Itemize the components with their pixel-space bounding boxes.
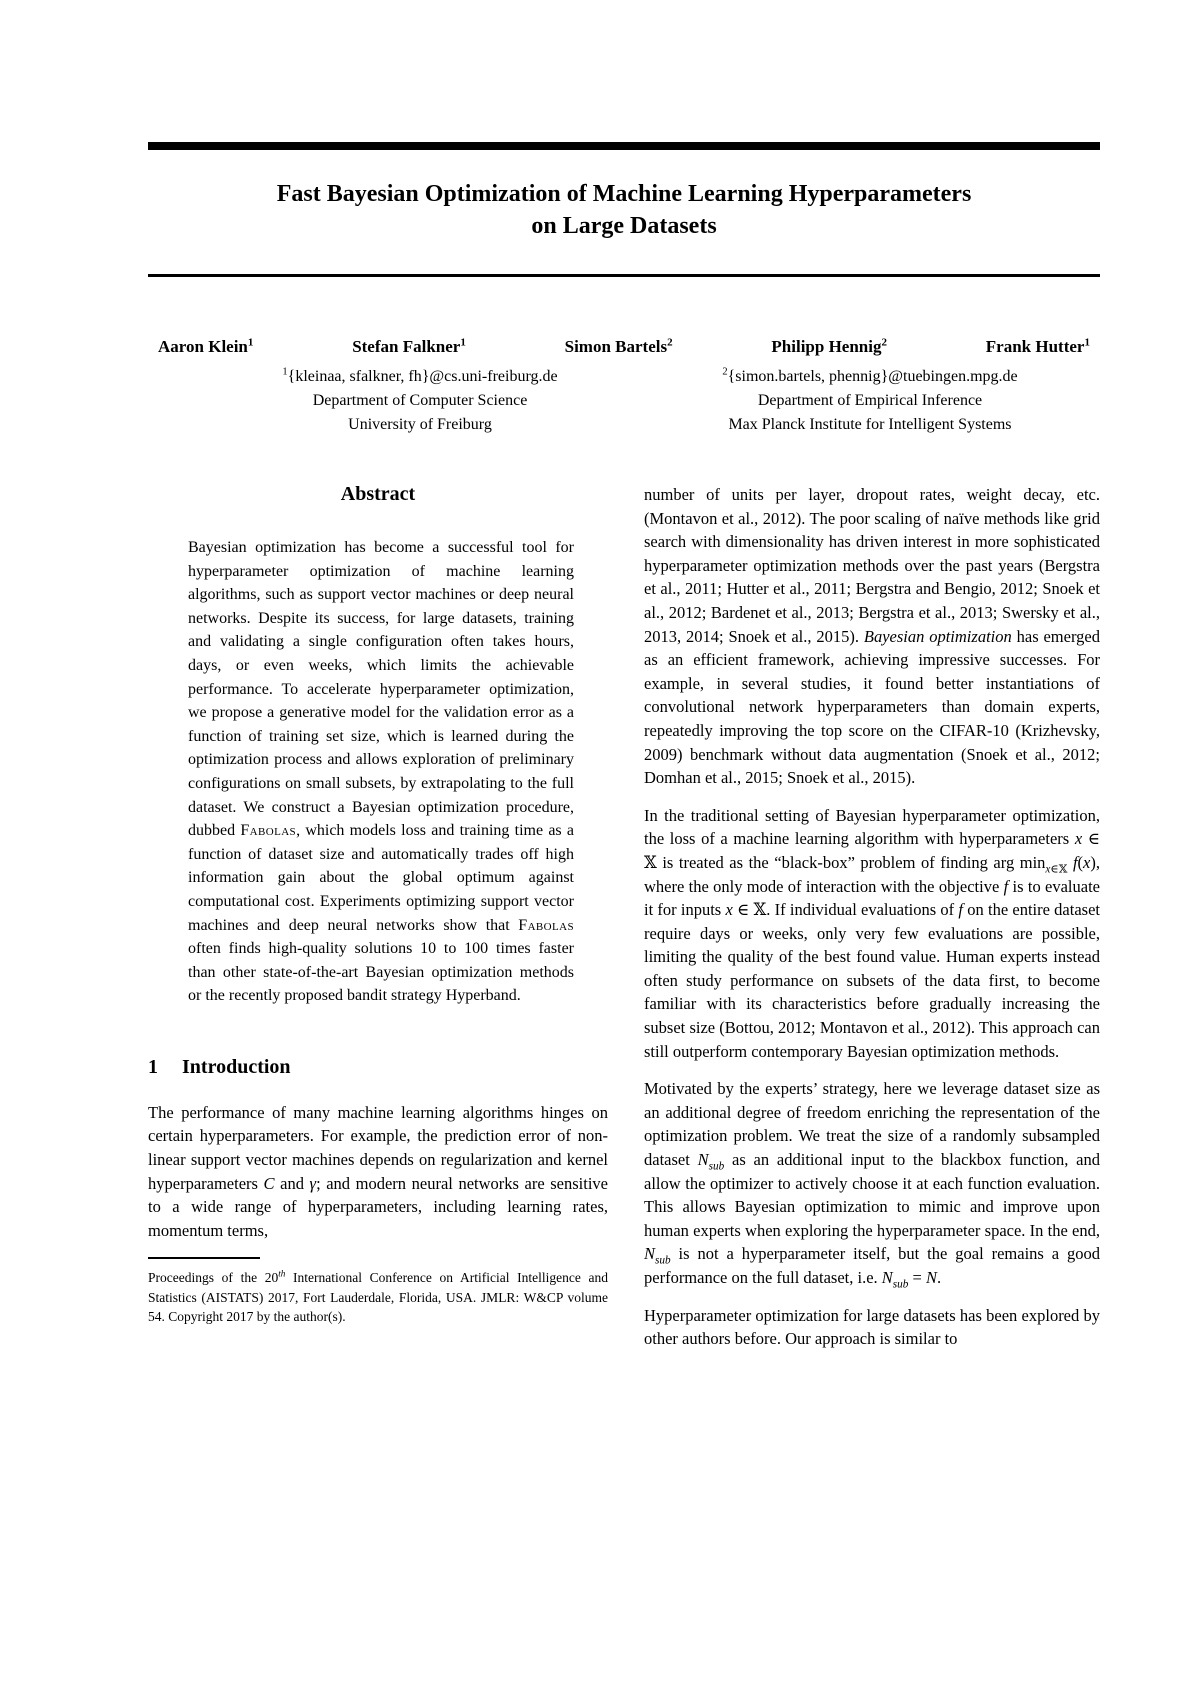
- footnote-text: Proceedings of the 20th International Conference on Artificial Intelligence and Statistics (AISTATS) 2017, Fort Lauderdale, Florida, USA. JMLR: W&CP volume 54. Copyright 2017 by the author(s).: [148, 1268, 608, 1325]
- introduction-paragraph: The performance of many machine learning algorithms hinges on certain hyperparameters. For example, the prediction error of non-linear support vector machines depends on regularization and kernel hyperparameters C and γ; and modern neural networks are sensitive to a wide range of hyperparameters, including learning rates, momentum terms,: [148, 1102, 608, 1240]
- affiliation-mark: 1: [282, 366, 288, 378]
- affiliation-email-line: [182, 365, 658, 389]
- paragraph: Motivated by the experts’ strategy, here we leverage dataset size as an additional degree of freedom enriching the representation of the optimization problem. We treat the size of a randomly subsampled dataset $N_{sub}$ as an additional input to the blackbox function, and allow the optimizer to actively choose it at each function evaluation. This allows Bayesian optimization to mimic and improve upon human experts when exploring the hyperparameter space. In the end, $N_{sub}$ is not a hyperparameter itself, but the goal remains a good performance on the full dataset, i.e. $N_{sub} = N$.: [644, 1079, 1100, 1291]
- authors-row: [148, 337, 1100, 357]
- author-4: [771, 337, 887, 357]
- author-affiliation-mark: 2: [667, 336, 673, 349]
- page: [148, 142, 1100, 1365]
- affiliation-institution: University of Freiburg: [348, 416, 492, 433]
- left-column: [148, 483, 608, 1365]
- author-name: Simon Bartels: [564, 337, 668, 356]
- paragraph: number of units per layer, dropout rates, weight decay, etc. (Montavon et al., 2012). The poor scaling of naïve methods like grid search with dimensionality has driven interest in more sophisticated hyperparameter optimization methods over the past years (Bergstra et al., 2011; Hutter et al., 2011; Bergstra and Bengio, 2012; Snoek et al., 2012; Bardenet et al., 2013; Bergstra et al., 2013; Swersky et al., 2013, 2014; Snoek et al., 2015). Bayesian optimization has emerged as an efficient framework, achieving impressive successes. For example, in several studies, it found better instantiations of convolutional network hyperparameters than domain experts, repeatedly improving the top score on the CIFAR-10 (Krizhevsky, 2009) benchmark without data augmentation (Snoek et al., 2012; Domhan et al., 2015; Snoek et al., 2015).: [644, 485, 1100, 788]
- page-title: [148, 178, 1100, 242]
- author-5: [986, 337, 1090, 357]
- section-heading-introduction: [148, 1056, 608, 1079]
- paragraph: Hyperparameter optimization for large datasets has been explored by other authors before. Our approach is similar to: [644, 1305, 1100, 1349]
- title-rule: [148, 274, 1100, 277]
- footnote-rule: [148, 1257, 260, 1259]
- affiliation-institution: Max Planck Institute for Intelligent Systems: [728, 416, 1012, 433]
- page-title-line2: on Large Datasets: [531, 213, 717, 239]
- author-name: Stefan Falkner: [352, 337, 461, 356]
- affiliation-mark: 2: [722, 366, 728, 378]
- author-affiliation-mark: 1: [1084, 336, 1090, 349]
- section-title: Introduction: [182, 1055, 291, 1078]
- affiliation-email-line: [632, 365, 1108, 389]
- paragraph: In the traditional setting of Bayesian hyperparameter optimization, the loss of a machine learning algorithm with hyperparameters x ∈ 𝕏 is treated as the “black-box” problem of finding arg $\min_{x\in 𝕏} f(x)$, where the only mode of interaction with the objective f is to evaluate it for inputs x ∈ 𝕏. If individual evaluations of f on the entire dataset require days or weeks, only very few evaluations are possible, limiting the quality of the best found value. Human experts instead often study performance on subsets of the data first, to become familiar with its characteristics before gradually increasing the subset size (Bottou, 2012; Montavon et al., 2012). This approach can still outperform contemporary Bayesian optimization methods.: [644, 805, 1100, 1061]
- abstract-text: Bayesian optimization has become a successful tool for hyperparameter optimization of machine learning algorithms, such as support vector machines or deep neural networks. Despite its success, for large datasets, training and validating a single configuration often takes hours, days, or even weeks, which limits the achievable performance. To accelerate hyperparameter optimization, we propose a generative model for the validation error as a function of training set size, which is learned during the optimization process and allows exploration of preliminary configurations on small subsets, by extrapolating to the full dataset. We construct a Bayesian optimization procedure, dubbed Fabolas, which models loss and training time as a function of dataset size and automatically trades off high information gain about the global optimum against computational cost. Experiments optimizing support vector machines and deep neural networks show that Fabolas often finds high-quality solutions 10 to 100 times faster than other state-of-the-art Bayesian optimization methods or the recently proposed bandit strategy Hyperband.: [188, 539, 575, 1005]
- affiliations: [148, 365, 1100, 437]
- right-column: [644, 483, 1100, 1365]
- affiliation-mpi: [632, 365, 1108, 437]
- author-name: Frank Hutter: [985, 337, 1085, 356]
- affiliation-freiburg: [182, 365, 658, 437]
- page-title-line1: Fast Bayesian Optimization of Machine Learning Hyperparameters: [276, 181, 972, 207]
- section-number: 1: [148, 1055, 158, 1078]
- affiliation-department: Department of Empirical Inference: [757, 392, 983, 409]
- author-affiliation-mark: 2: [881, 336, 887, 349]
- abstract-heading: Abstract: [340, 483, 416, 505]
- two-column-body: [148, 483, 1100, 1365]
- top-rule: [148, 142, 1100, 150]
- affiliation-email: {simon.bartels, phennig}@tuebingen.mpg.de: [727, 368, 1018, 385]
- affiliation-department: Department of Computer Science: [312, 392, 528, 409]
- affiliation-email: {kleinaa, sfalkner, fh}@cs.uni-freiburg.de: [287, 368, 558, 385]
- author-name: Philipp Hennig: [771, 337, 882, 356]
- author-affiliation-mark: 1: [460, 336, 466, 349]
- author-3: [565, 337, 673, 357]
- author-2: [352, 337, 466, 357]
- author-name: Aaron Klein: [158, 337, 248, 356]
- author-1: [158, 337, 253, 357]
- author-affiliation-mark: 1: [247, 336, 254, 349]
